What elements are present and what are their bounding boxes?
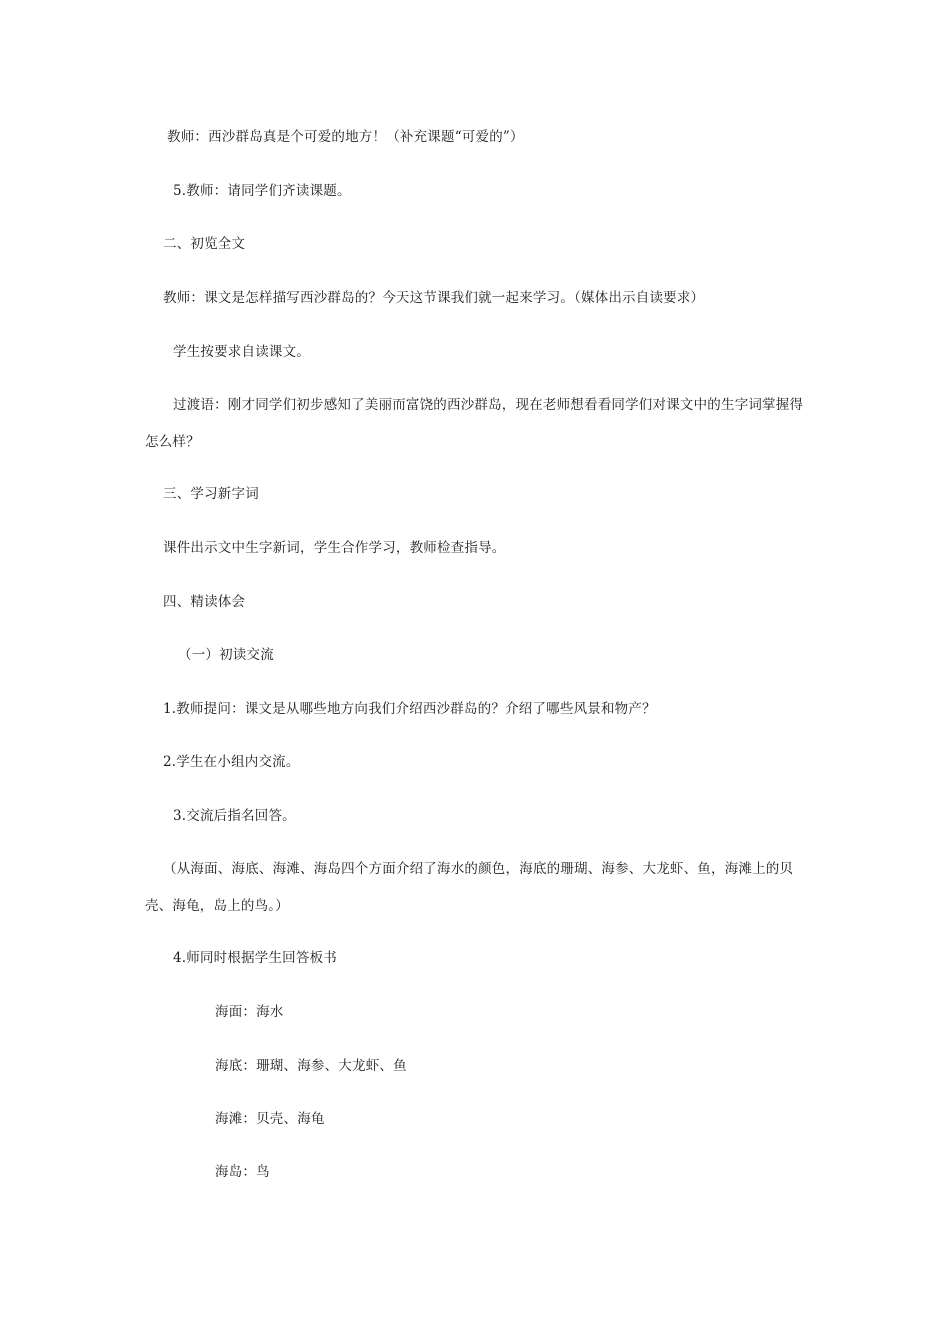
board-item-sea-surface: 海面：海水 [215,1004,284,1020]
paragraph-step-5: 5.教师：请同学们齐读课题。 [173,183,351,199]
paragraph-student-reading: 学生按要求自读课文。 [173,344,310,360]
paragraph-step-1: 1.教师提问：课文是从哪些地方向我们介绍西沙群岛的？介绍了哪些风景和物产？ [163,701,656,717]
section-heading-3: 三、学习新字词 [163,486,259,502]
subsection-heading-1: （一）初读交流 [178,647,274,663]
paragraph-step-2: 2.学生在小组内交流。 [163,754,300,770]
paragraph-courseware: 课件出示文中生字新词，学生合作学习，教师检查指导。 [163,540,506,556]
section-heading-4: 四、精读体会 [163,594,246,610]
paragraph-teacher-remark: 教师：西沙群岛真是个可爱的地方！（补充课题“可爱的”） [167,129,524,145]
section-heading-2: 二、初览全文 [163,236,246,252]
paragraph-answer: （从海面、海底、海滩、海岛四个方面介绍了海水的颜色，海底的珊瑚、海参、大龙虾、鱼，海滩上的贝壳、海龟，岛上的鸟。） [145,861,794,914]
paragraph-step-3: 3.交流后指名回答。 [173,808,296,824]
board-item-beach: 海滩：贝壳、海龟 [215,1111,325,1127]
paragraph-teacher-question: 教师：课文是怎样描写西沙群岛的？今天这节课我们就一起来学习。（媒体出示自读要求） [163,290,705,306]
paragraph-step-4: 4.师同时根据学生回答板书 [173,950,337,966]
paragraph-transition: 过渡语：刚才同学们初步感知了美丽而富饶的西沙群岛，现在老师想看看同学们对课文中的生字词掌握得怎么样？ [145,397,804,450]
board-item-island: 海岛：鸟 [215,1164,270,1180]
board-item-seabed: 海底：珊瑚、海参、大龙虾、鱼 [215,1058,407,1074]
